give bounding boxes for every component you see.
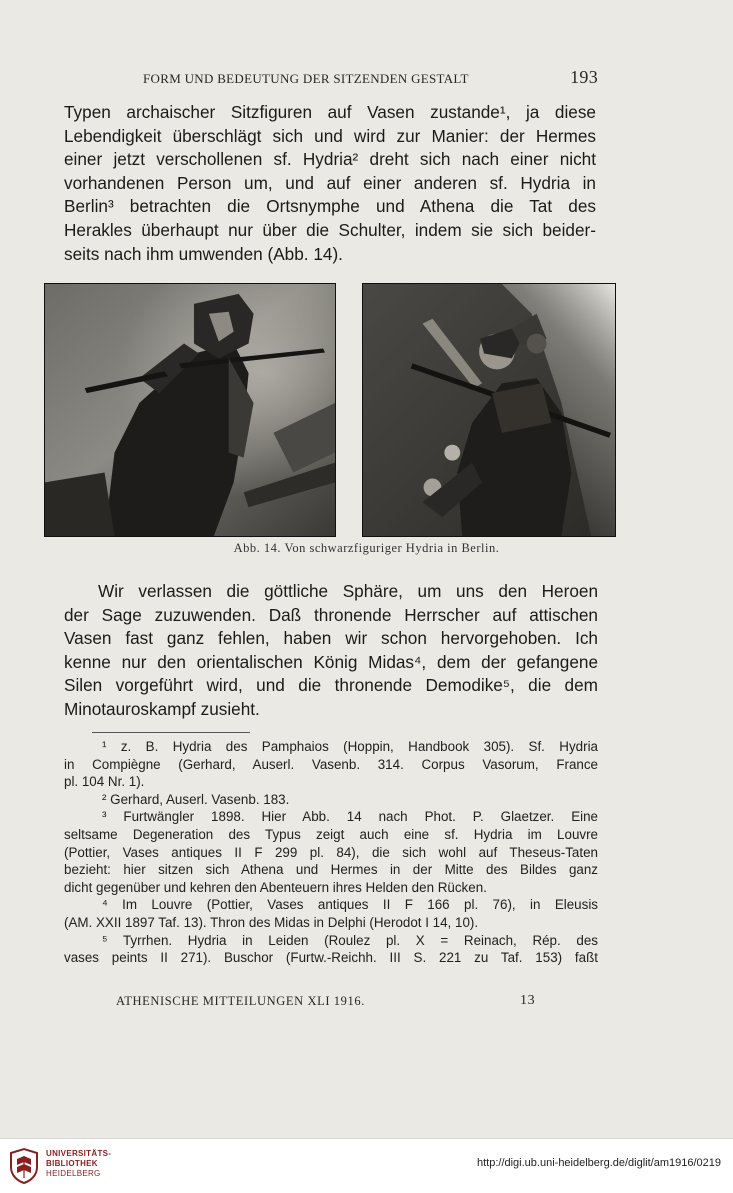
- library-name-line: HEIDELBERG: [46, 1169, 101, 1178]
- footnote-line: ⁵ Tyrrhen. Hydria in Leiden (Roulez pl. X = Reinach, Rép. des: [102, 932, 598, 948]
- sheet-number: 13: [520, 993, 536, 1008]
- paragraph-line: Vasen fast ganz fehlen, haben wir schon hervorgehoben. Ich: [64, 628, 598, 649]
- paragraph-line: Herakles überhaupt nur über die Schulter, indem sie sich beider-: [64, 219, 596, 240]
- paragraph-line: Typen archaischer Sitzfiguren auf Vasen zustande¹, ja diese: [64, 102, 596, 122]
- figure-caption: Abb. 14. Von schwarzfiguriger Hydria in Berlin.: [233, 541, 500, 555]
- printer-signature: [116, 994, 536, 1010]
- paragraph-line: Berlin³ betrachten die Ortsnymphe und Athena die Tat des: [64, 196, 596, 217]
- paragraph-line: Silen vorgeführt wird, und die thronende Demodike⁵, die dem: [64, 675, 598, 696]
- page-header: [143, 67, 598, 88]
- running-head: FORM UND BEDEUTUNG DER SITZENDEN GESTALT: [143, 71, 469, 86]
- vase-photo-right-image: [363, 284, 615, 536]
- paragraph-line: seits nach ihm umwenden (Abb. 14).: [64, 243, 343, 264]
- footnote-line: dicht gegenüber und kehren den Abenteuern ihres Helden den Rücken.: [64, 879, 487, 895]
- paragraph-line: der Sage zuzuwenden. Daß thronende Herrscher auf attischen: [64, 604, 598, 625]
- footnote-line: ¹ z. B. Hydria des Pamphaios (Hoppin, Handbook 305). Sf. Hydria: [102, 739, 598, 754]
- paragraph-line: Lebendigkeit überschlägt sich und wird zur Manier: der Hermes: [64, 125, 596, 146]
- footnotes: [64, 738, 598, 967]
- vase-photo-left: [44, 283, 336, 537]
- page-number: 193: [570, 67, 598, 87]
- library-name-line: UNIVERSITÄTS-: [46, 1149, 112, 1158]
- paragraph-2: [64, 580, 598, 722]
- document-url[interactable]: http://digi.ub.uni-heidelberg.de/diglit/am1916/0219: [476, 1157, 721, 1169]
- paragraph-line: vorhandenen Person um, und auf einer anderen sf. Hydria in: [64, 172, 596, 193]
- footnote-line: ² Gerhard, Auserl. Vasenb. 183.: [102, 791, 290, 807]
- footnote-line: ⁴ Im Louvre (Pottier, Vases antiques II F 166 pl. 76), in Eleusis: [102, 897, 598, 913]
- library-name: [46, 1149, 111, 1179]
- vase-photo-left-image: [45, 284, 335, 536]
- vase-photo-right: [362, 283, 616, 537]
- footnote-line: in Compiègne (Gerhard, Auserl. Vasenb. 314. Corpus Vasorum, France: [64, 756, 598, 772]
- footnote-line: (AM. XXII 1897 Taf. 13). Thron des Midas in Delphi (Herodot I 14, 10).: [64, 914, 479, 930]
- paragraph-line: Minotauroskampf zusieht.: [64, 698, 260, 719]
- footnote-divider: [92, 732, 250, 733]
- footnote-line: pl. 104 Nr. 1).: [64, 774, 145, 790]
- footnote-line: vases peints II 271). Buschor (Furtw.-Reichh. III S. 221 zu Taf. 153) faßt: [64, 950, 598, 966]
- footnote-line: ³ Furtwängler 1898. Hier Abb. 14 nach Phot. P. Glaetzer. Eine: [102, 809, 598, 825]
- figure-abb-14: [44, 283, 616, 539]
- paragraph-line: Wir verlassen die göttliche Sphäre, um uns den Heroen: [98, 581, 598, 601]
- digitization-footer: [0, 1138, 733, 1193]
- paragraph-line: kenne nur den orientalischen König Midas⁴, dem der gefangene: [64, 651, 598, 672]
- paragraph-1: [64, 101, 596, 266]
- footnote-line: bezieht: hier sitzen sich Athena und Hermes in der Mitte des Bildes ganz: [64, 862, 598, 878]
- library-name-line: BIBLIOTHEK: [46, 1159, 98, 1168]
- journal-signature: ATHENISCHE MITTEILUNGEN XLI 1916.: [116, 994, 365, 1008]
- university-library-logo[interactable]: [8, 1147, 40, 1185]
- footnote-line: seltsame Degeneration des Typus zeigt auch eine sf. Hydria im Louvre: [64, 826, 598, 842]
- paragraph-line: einer jetzt verschollenen sf. Hydria² dreht sich nach einer nicht: [64, 149, 596, 170]
- footnote-line: (Pottier, Vases antiques II F 299 pl. 84), die sich wohl auf Theseus-Taten: [64, 844, 598, 860]
